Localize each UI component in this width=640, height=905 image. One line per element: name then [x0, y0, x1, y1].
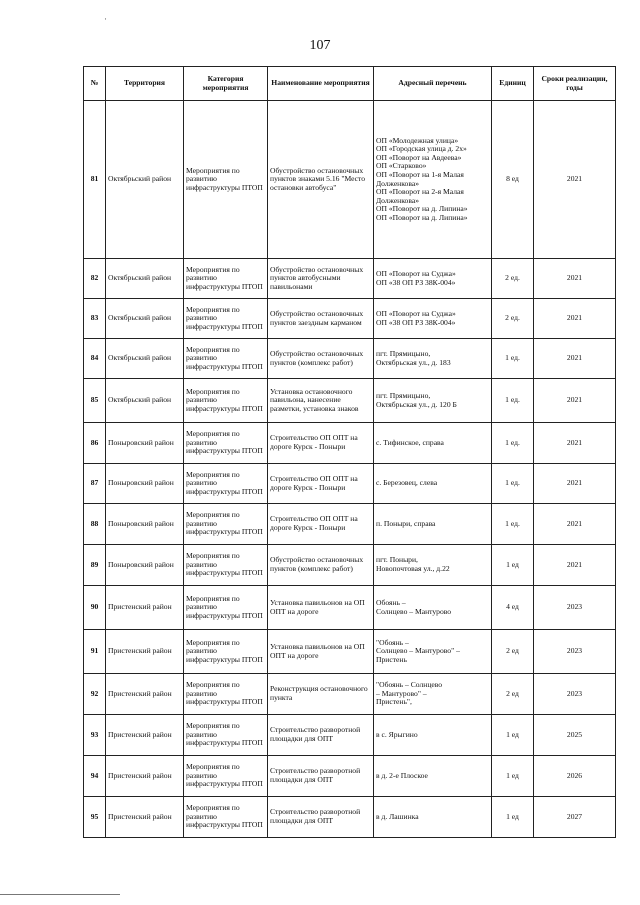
- address-line: пгт. Поныри,: [376, 555, 418, 565]
- page-number: 107: [309, 38, 331, 53]
- row-number: 82: [84, 259, 106, 299]
- address-line: ОП «Городская улица д. 2х»: [376, 144, 467, 154]
- address-line: Солнцево – Мантурово: [376, 606, 452, 616]
- row-activity: Установка павильонов на ОП ОПТ на дороге: [268, 586, 374, 630]
- row-units: 1 ед: [492, 756, 534, 797]
- row-activity: Обустройство остановочных пунктов заездным карманом: [268, 299, 374, 339]
- row-territory: Пристенский район: [106, 630, 184, 674]
- row-territory: Пристенский район: [106, 715, 184, 756]
- activities-table: [83, 66, 616, 838]
- row-category: Мероприятия по развитию инфраструктуры ПТОП: [184, 756, 268, 797]
- row-territory: Поныровский район: [106, 423, 184, 464]
- scan-mark: ·: [104, 14, 107, 24]
- row-territory: Пристенский район: [106, 586, 184, 630]
- header-category: Категория мероприятия: [184, 67, 268, 101]
- row-number: 87: [84, 464, 106, 504]
- row-term: 2026: [534, 756, 616, 797]
- row-term: 2023: [534, 674, 616, 715]
- row-address: [374, 379, 492, 423]
- header-num: №: [84, 67, 106, 101]
- table-row: [84, 379, 616, 423]
- row-units: 1 ед: [492, 715, 534, 756]
- row-units: 2 ед.: [492, 299, 534, 339]
- row-address: [374, 464, 492, 504]
- table-row: [84, 630, 616, 674]
- table-row: [84, 756, 616, 797]
- row-units: 8 ед: [492, 101, 534, 259]
- row-activity: Строительство ОП ОПТ на дороге Курск - Поныри: [268, 504, 374, 545]
- row-address: [374, 715, 492, 756]
- address-line: "Обоянь –: [376, 637, 409, 647]
- row-category: Мероприятия по развитию инфраструктуры ПТОП: [184, 715, 268, 756]
- address-line: ОП «Поворот на 2-я Малая Долженкова»: [376, 187, 464, 205]
- address-line: ОП «Поворот на Суджа»: [376, 268, 456, 278]
- row-term: 2021: [534, 545, 616, 586]
- address-line: ОП «Молодежная улица»: [376, 135, 459, 145]
- address-line: в д. Лашинка: [376, 811, 419, 821]
- table-row: [84, 339, 616, 379]
- row-units: 1 ед.: [492, 379, 534, 423]
- row-address: [374, 259, 492, 299]
- row-territory: Поныровский район: [106, 464, 184, 504]
- row-term: 2027: [534, 797, 616, 838]
- row-term: 2021: [534, 339, 616, 379]
- row-address: [374, 586, 492, 630]
- row-activity: Установка остановочного павильона, нанесение разметки, установка знаков: [268, 379, 374, 423]
- address-line: "Обоянь – Солнцево: [376, 680, 443, 690]
- address-line: ОП «38 ОП РЗ 38К-004»: [376, 317, 456, 327]
- row-category: Мероприятия по развитию инфраструктуры ПТОП: [184, 545, 268, 586]
- row-address: [374, 299, 492, 339]
- row-term: 2021: [534, 259, 616, 299]
- row-number: 84: [84, 339, 106, 379]
- table-row: [84, 586, 616, 630]
- row-territory: Октябрьский район: [106, 101, 184, 259]
- row-term: 2023: [534, 630, 616, 674]
- row-term: 2021: [534, 379, 616, 423]
- row-activity: Строительство ОП ОПТ на дороге Курск - Поныри: [268, 423, 374, 464]
- row-address: [374, 756, 492, 797]
- address-line: в д. 2-е Плоское: [376, 770, 428, 780]
- address-line: ОП «38 ОП РЗ 38К-004»: [376, 277, 456, 287]
- row-activity: Обустройство остановочных пунктов (комплекс работ): [268, 545, 374, 586]
- address-line: ОП «Поворот на Авдеева»: [376, 152, 462, 162]
- table-row: [84, 464, 616, 504]
- row-activity: Строительство разворотной площадки для ОПТ: [268, 715, 374, 756]
- row-units: 4 ед: [492, 586, 534, 630]
- row-territory: Пристенский район: [106, 756, 184, 797]
- row-activity: Строительство ОП ОПТ на дороге Курск - Поныри: [268, 464, 374, 504]
- address-line: Пристень",: [376, 697, 412, 707]
- row-territory: Пристенский район: [106, 797, 184, 838]
- row-number: 95: [84, 797, 106, 838]
- row-term: 2021: [534, 504, 616, 545]
- row-category: Мероприятия по развитию инфраструктуры ПТОП: [184, 299, 268, 339]
- row-number: 90: [84, 586, 106, 630]
- row-units: 2 ед: [492, 674, 534, 715]
- table-row: [84, 715, 616, 756]
- row-category: Мероприятия по развитию инфраструктуры ПТОП: [184, 674, 268, 715]
- address-line: Октябрьская ул., д. 120 Б: [376, 399, 457, 409]
- header-address: Адресный перечень: [374, 67, 492, 101]
- table-row: [84, 797, 616, 838]
- row-territory: Октябрьский район: [106, 339, 184, 379]
- address-line: Солнцево – Мантурово" –: [376, 646, 460, 656]
- row-territory: Октябрьский район: [106, 259, 184, 299]
- row-term: 2021: [534, 464, 616, 504]
- row-activity: Реконструкция остановочного пункта: [268, 674, 374, 715]
- row-territory: Пристенский район: [106, 674, 184, 715]
- row-term: 2023: [534, 586, 616, 630]
- row-term: 2021: [534, 101, 616, 259]
- row-category: Мероприятия по развитию инфраструктуры ПТОП: [184, 101, 268, 259]
- row-term: 2025: [534, 715, 616, 756]
- row-activity: Установка павильонов на ОП ОПТ на дороге: [268, 630, 374, 674]
- address-line: с. Березовец, слева: [376, 478, 438, 488]
- address-line: ОП «Поворот на д. Липина»: [376, 212, 468, 222]
- row-term: 2021: [534, 423, 616, 464]
- row-category: Мероприятия по развитию инфраструктуры ПТОП: [184, 423, 268, 464]
- table-body: [84, 101, 616, 838]
- address-line: ОП «Поворот на Суджа»: [376, 308, 456, 318]
- header-territory: Территория: [106, 67, 184, 101]
- row-units: 2 ед: [492, 630, 534, 674]
- row-number: 81: [84, 101, 106, 259]
- row-address: [374, 423, 492, 464]
- address-line: в с. Ярыгино: [376, 729, 418, 739]
- address-line: Обоянь –: [376, 597, 406, 607]
- address-line: ОП «Старково»: [376, 161, 427, 171]
- address-line: ОП «Поворот на 1-я Малая Долженкова»: [376, 169, 464, 188]
- table-row: [84, 101, 616, 259]
- row-address: [374, 504, 492, 545]
- row-category: Мероприятия по развитию инфраструктуры ПТОП: [184, 259, 268, 299]
- row-category: Мероприятия по развитию инфраструктуры ПТОП: [184, 464, 268, 504]
- row-address: [374, 545, 492, 586]
- row-units: 1 ед.: [492, 339, 534, 379]
- row-category: Мероприятия по развитию инфраструктуры ПТОП: [184, 339, 268, 379]
- table-row: [84, 423, 616, 464]
- header-units: Единиц: [492, 67, 534, 101]
- table-row: [84, 504, 616, 545]
- table-header-row: [84, 67, 616, 101]
- row-category: Мероприятия по развитию инфраструктуры ПТОП: [184, 504, 268, 545]
- row-number: 86: [84, 423, 106, 464]
- address-line: Новопочтовая ул., д.22: [376, 564, 450, 573]
- table-row: [84, 299, 616, 339]
- row-address: [374, 339, 492, 379]
- row-category: Мероприятия по развитию инфраструктуры ПТОП: [184, 797, 268, 838]
- row-number: 93: [84, 715, 106, 756]
- row-activity: Строительство разворотной площадки для ОПТ: [268, 756, 374, 797]
- address-line: ОП «Поворот на д. Липина»: [376, 204, 468, 214]
- footer-rule: [0, 894, 120, 895]
- table-row: [84, 259, 616, 299]
- row-category: Мероприятия по развитию инфраструктуры ПТОП: [184, 379, 268, 423]
- row-number: 92: [84, 674, 106, 715]
- row-number: 91: [84, 630, 106, 674]
- row-territory: Поныровский район: [106, 545, 184, 586]
- address-line: пгт. Прямицыно,: [376, 348, 431, 358]
- row-units: 1 ед.: [492, 504, 534, 545]
- address-line: пгт. Прямицыно,: [376, 390, 431, 400]
- row-units: 1 ед: [492, 797, 534, 838]
- row-number: 89: [84, 545, 106, 586]
- address-line: – Мантурово" –: [376, 688, 427, 698]
- row-territory: Октябрьский район: [106, 379, 184, 423]
- row-activity: Обустройство остановочных пунктов автобусными павильонами: [268, 259, 374, 299]
- header-activity: Наименование мероприятия: [268, 67, 374, 101]
- table-row: [84, 674, 616, 715]
- row-term: 2021: [534, 299, 616, 339]
- row-units: 1 ед.: [492, 464, 534, 504]
- row-address: [374, 674, 492, 715]
- row-address: [374, 101, 492, 259]
- row-number: 85: [84, 379, 106, 423]
- row-units: 1 ед: [492, 545, 534, 586]
- address-line: п. Поныри, справа: [376, 518, 436, 528]
- row-number: 83: [84, 299, 106, 339]
- address-line: с. Тифинское, справа: [376, 437, 444, 447]
- row-units: 2 ед.: [492, 259, 534, 299]
- address-line: Октябрьская ул., д. 183: [376, 357, 451, 367]
- table-row: [84, 545, 616, 586]
- row-activity: Обустройство остановочных пунктов знаками 5.16 "Место остановки автобуса": [268, 101, 374, 259]
- row-territory: Октябрьский район: [106, 299, 184, 339]
- row-activity: Строительство разворотной площадки для ОПТ: [268, 797, 374, 838]
- row-address: [374, 797, 492, 838]
- row-address: [374, 630, 492, 674]
- row-territory: Поныровский район: [106, 504, 184, 545]
- row-activity: Обустройство остановочных пунктов (комплекс работ): [268, 339, 374, 379]
- header-term: Сроки реализации, годы: [534, 67, 616, 101]
- address-line: Пристень: [376, 654, 407, 664]
- row-number: 94: [84, 756, 106, 797]
- row-category: Мероприятия по развитию инфраструктуры ПТОП: [184, 630, 268, 674]
- row-units: 1 ед.: [492, 423, 534, 464]
- row-category: Мероприятия по развитию инфраструктуры ПТОП: [184, 586, 268, 630]
- row-number: 88: [84, 504, 106, 545]
